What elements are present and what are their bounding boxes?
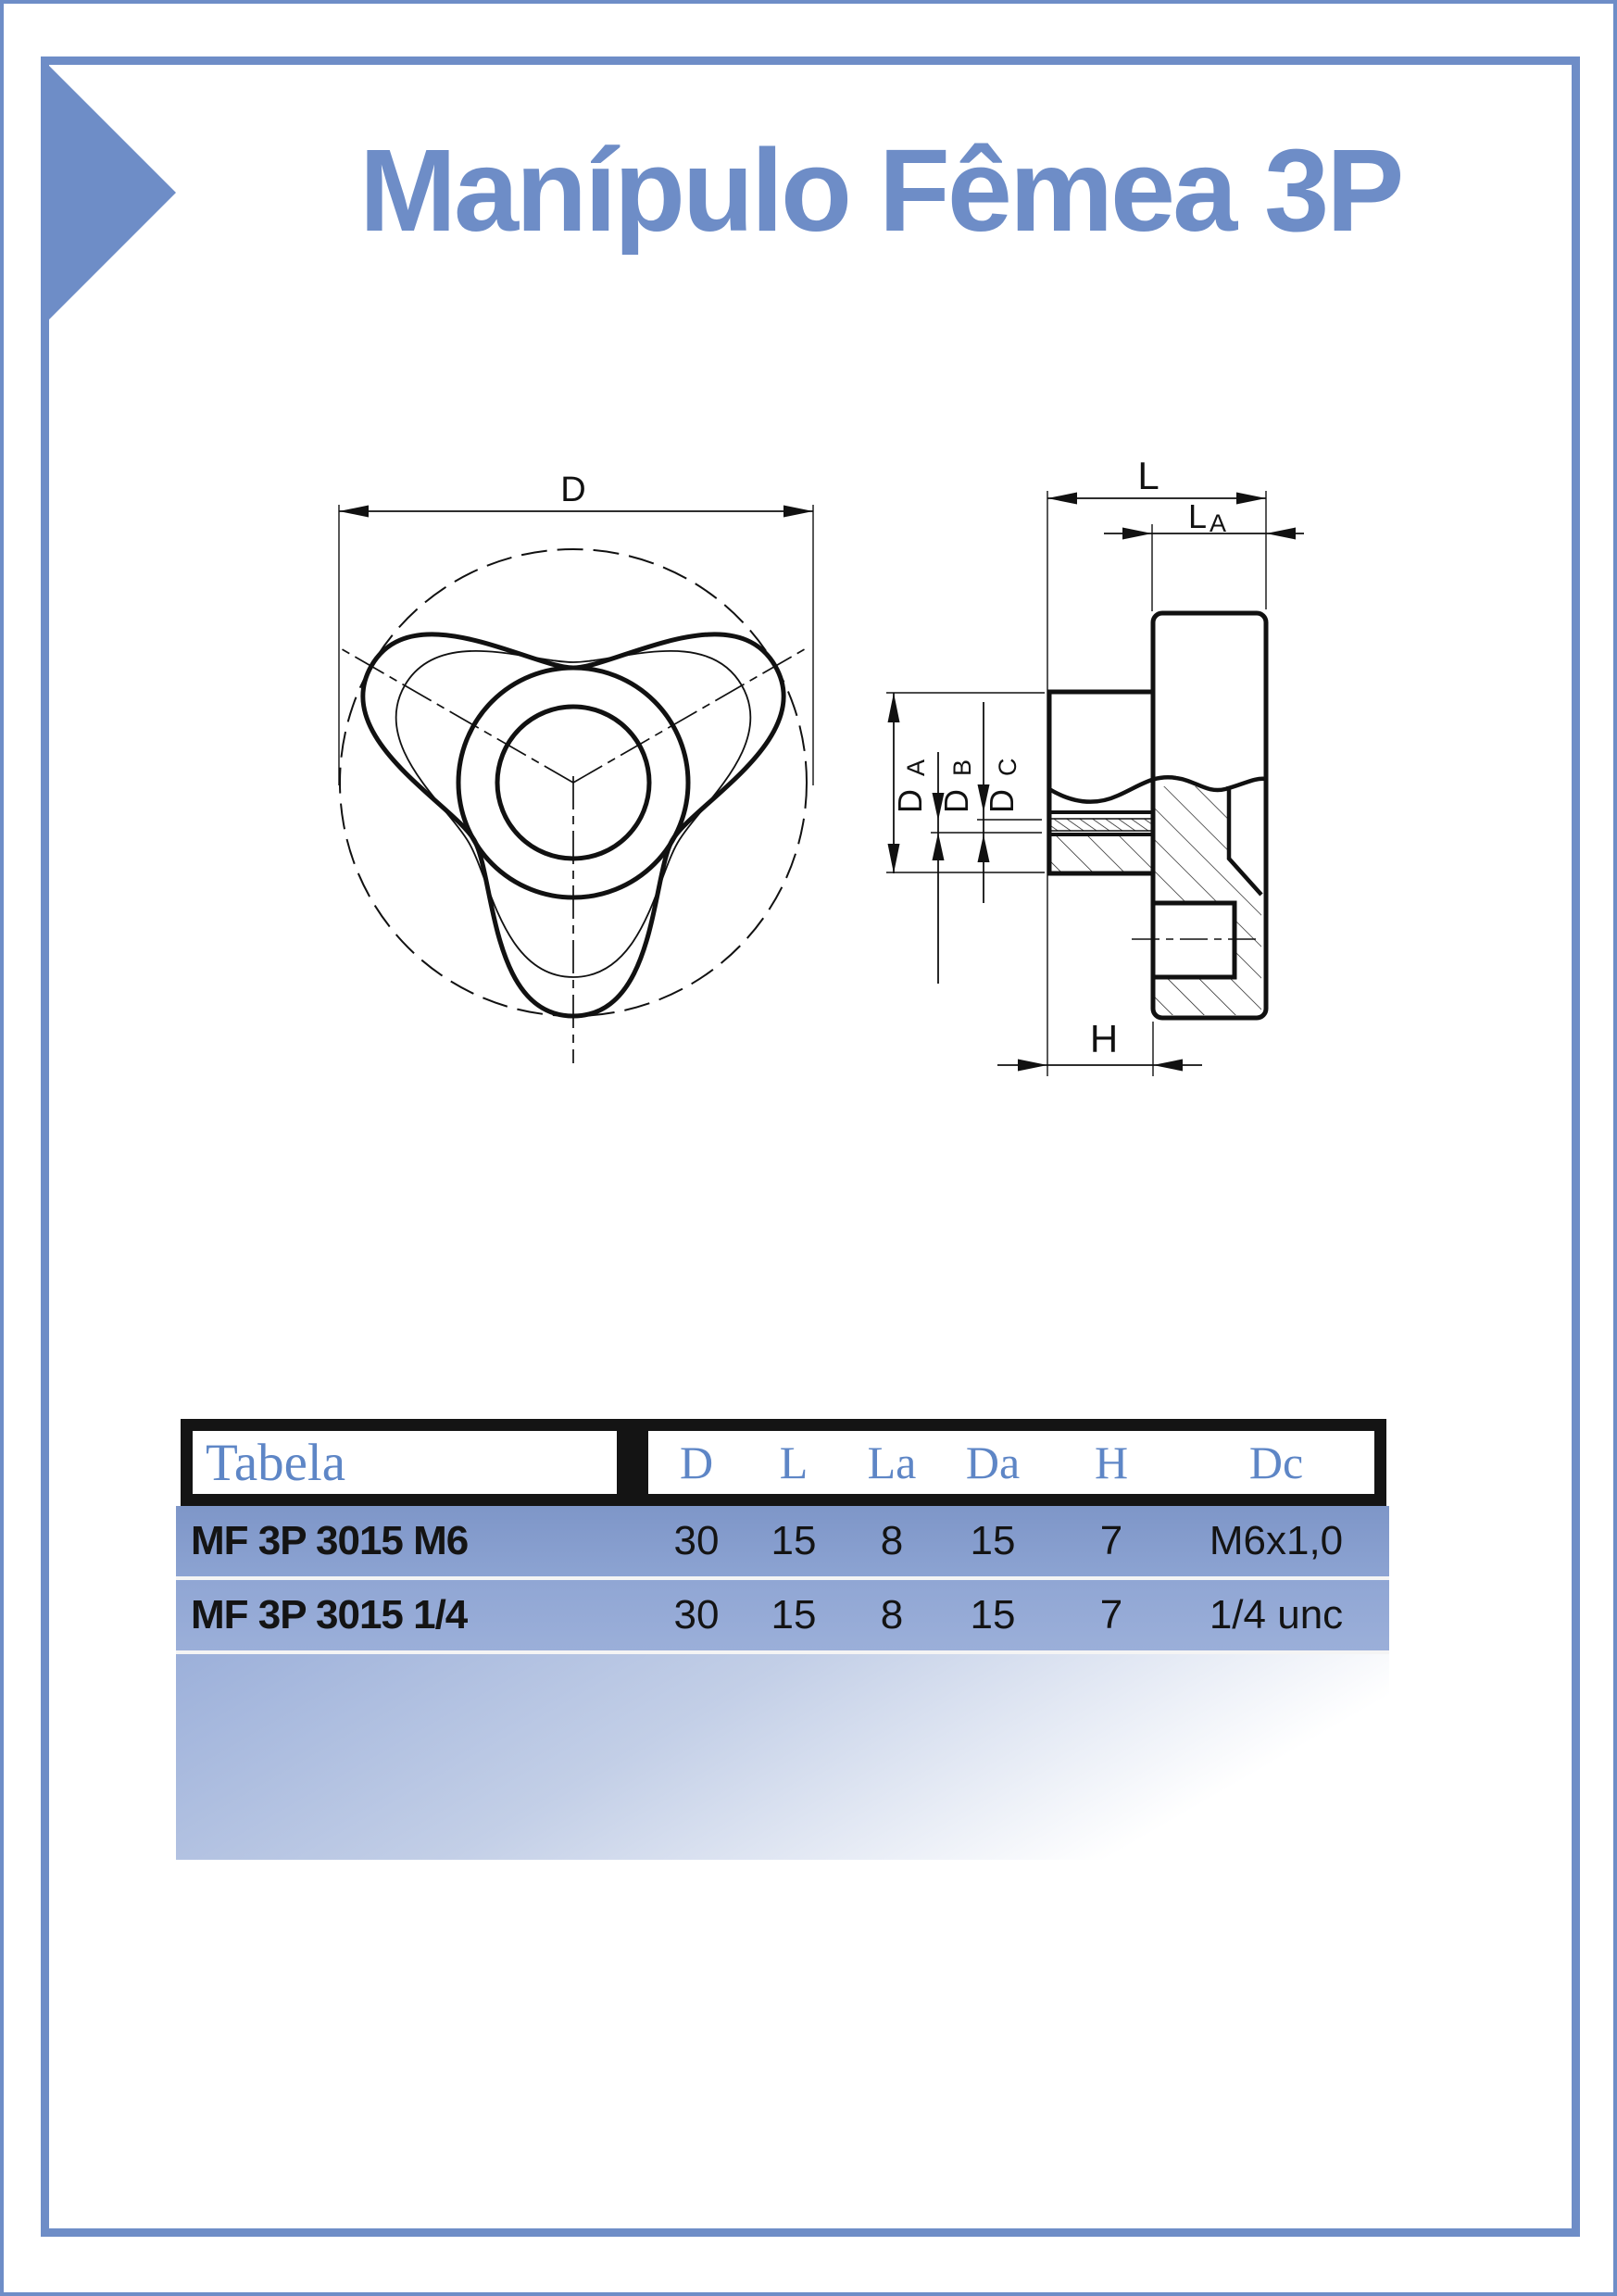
row-value-h: 7 [1099, 1518, 1123, 1563]
row-value-dc: 1/4 unc [1209, 1592, 1344, 1637]
row-value-d: 30 [673, 1518, 720, 1563]
row-name: MF 3P 3015 1/4 [191, 1592, 468, 1637]
table-header-row [648, 1431, 1374, 1494]
dim-d-arrow-left [339, 506, 369, 518]
row-value-dc: M6x1,0 [1209, 1518, 1344, 1563]
column-header-l: L [779, 1437, 808, 1488]
dim-l-arrow-right [1236, 493, 1266, 505]
dim-label-h: H [1089, 1017, 1119, 1060]
dim-l-arrow-left [1047, 493, 1077, 505]
svg-text:C: C [994, 758, 1022, 776]
dim-la-arrow-right [1266, 528, 1296, 540]
table-row [176, 1506, 1389, 1576]
dim-la-arrow-left [1122, 528, 1152, 540]
row-value-h: 7 [1099, 1592, 1123, 1637]
thread-hatch [1049, 819, 1151, 831]
svg-text:A: A [902, 759, 930, 776]
dim-da-arrow-top [888, 693, 900, 722]
svg-text:B: B [948, 759, 976, 776]
dim-da-arrow-bottom [888, 844, 900, 873]
row-value-la: 8 [880, 1518, 904, 1563]
front-view [337, 470, 813, 1063]
page-title: Manípulo Fêmea 3P [359, 125, 1402, 256]
dim-d-arrow-right [783, 506, 813, 518]
row-value-da: 15 [970, 1592, 1016, 1637]
column-header-h: H [1094, 1437, 1129, 1488]
table-row [176, 1580, 1389, 1650]
row-value-l: 15 [771, 1518, 817, 1563]
dim-label-db [937, 759, 976, 813]
dim-label-la-sub: A [1210, 509, 1227, 537]
side-view [886, 454, 1304, 1076]
svg-text:D: D [937, 789, 975, 813]
dim-label-d: D [560, 470, 586, 509]
dim-dc-arrow-bottom [978, 834, 990, 862]
table-caption-cell [193, 1431, 617, 1494]
dim-h-arrow-right [1153, 1060, 1183, 1072]
row-name: MF 3P 3015 M6 [191, 1518, 469, 1563]
table-caption: Tabela [206, 1433, 346, 1492]
column-header-d: D [679, 1437, 714, 1488]
column-header-dc: Dc [1248, 1437, 1304, 1488]
svg-text:D: D [891, 789, 929, 813]
spec-table [181, 1419, 1386, 1506]
dim-db-arrow-bottom [933, 833, 945, 860]
dim-label-da [891, 759, 930, 813]
dim-label-la-main: L [1188, 497, 1208, 535]
svg-text:D: D [983, 789, 1021, 813]
hub-hatch [1051, 836, 1151, 872]
row-value-la: 8 [880, 1592, 904, 1637]
row-value-l: 15 [771, 1592, 817, 1637]
corner-flag-icon [48, 65, 176, 320]
column-header-da: Da [965, 1437, 1021, 1488]
dim-label-l: L [1137, 454, 1159, 497]
dim-h-arrow-left [1018, 1060, 1047, 1072]
table-rows [176, 1506, 1389, 1654]
column-header-la: La [867, 1437, 917, 1488]
gradient-fade [176, 1654, 1389, 1860]
pocket-fill [1157, 905, 1233, 975]
row-value-d: 30 [673, 1592, 720, 1637]
row-value-da: 15 [970, 1518, 1016, 1563]
